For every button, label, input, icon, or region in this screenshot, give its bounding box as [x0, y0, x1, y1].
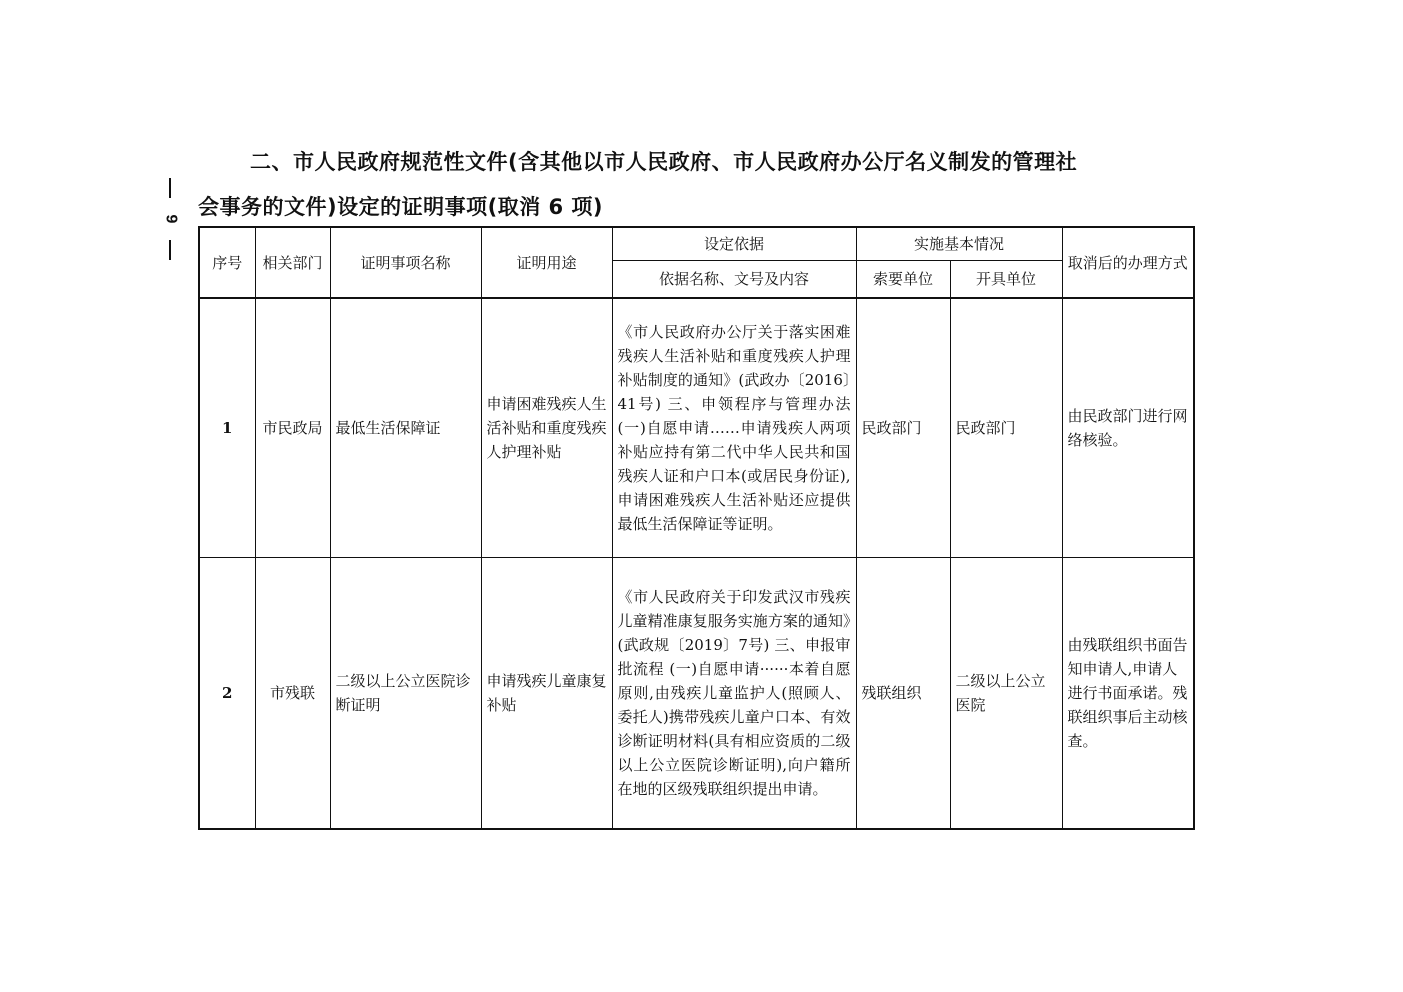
header-item-name: 证明事项名称: [330, 227, 481, 298]
header-issuing-unit: 开具单位: [950, 261, 1062, 299]
cell-basis: 《市人民政府办公厅关于落实困难残疾人生活补贴和重度残疾人护理补贴制度的通知》(武政办〔2016〕41号) 三、申领程序与管理办法 (一)自愿申请……申请残疾人两项补贴应持有第二代中华人民共和国残疾人证和户口本(或居民身份证),申请困难残疾人生活补贴还应提供最低生活保障证等证明。: [612, 298, 856, 558]
page-number-value: 9: [162, 214, 179, 224]
cell-item-name: 最低生活保障证: [330, 298, 481, 558]
header-dept: 相关部门: [255, 227, 330, 298]
cell-after-cancel: 由民政部门进行网络核验。: [1062, 298, 1194, 558]
page-number: [155, 178, 185, 260]
header-seq: 序号: [199, 227, 255, 298]
cell-issuing-unit: 民政部门: [950, 298, 1062, 558]
header-basis-group: 设定依据: [612, 227, 856, 261]
section-heading-line-2: 会事务的文件)设定的证明事项(取消 6 项): [198, 195, 604, 219]
certificate-table: [198, 226, 1195, 830]
page-number-dash-top: [169, 178, 171, 198]
cell-after-cancel: 由残联组织书面告知申请人,申请人进行书面承诺。残联组织事后主动核查。: [1062, 558, 1194, 830]
cell-issuing-unit: 二级以上公立医院: [950, 558, 1062, 830]
cell-requesting-unit: 残联组织: [856, 558, 950, 830]
cell-basis: 《市人民政府关于印发武汉市残疾儿童精准康复服务实施方案的通知》(武政规〔2019〕7号) 三、申报审批流程 (一)自愿申请······本着自愿原则,由残疾儿童监护人(照顾人、委托人)携带残疾儿童户口本、有效诊断证明材料(具有相应资质的二级以上公立医院诊断证明),向户籍所在地的区级残联组织提出申请。: [612, 558, 856, 830]
table-row: [199, 558, 1194, 830]
header-after-cancel: 取消后的办理方式: [1062, 227, 1194, 298]
header-basis-sub: 依据名称、文号及内容: [612, 261, 856, 299]
cell-purpose: 申请困难残疾人生活补贴和重度残疾人护理补贴: [481, 298, 612, 558]
page-number-dash-bottom: [169, 240, 171, 260]
cell-purpose: 申请残疾儿童康复补贴: [481, 558, 612, 830]
table-row: [199, 298, 1194, 558]
cell-dept: 市民政局: [255, 298, 330, 558]
section-heading-line-1: 二、市人民政府规范性文件(含其他以市人民政府、市人民政府办公厅名义制发的管理社: [250, 150, 1078, 174]
cell-requesting-unit: 民政部门: [856, 298, 950, 558]
cell-seq: 2: [199, 558, 255, 830]
cell-seq: 1: [199, 298, 255, 558]
cell-dept: 市残联: [255, 558, 330, 830]
section-heading: [198, 140, 1198, 230]
header-purpose: 证明用途: [481, 227, 612, 298]
header-requesting-unit: 索要单位: [856, 261, 950, 299]
header-impl-group: 实施基本情况: [856, 227, 1062, 261]
cell-item-name: 二级以上公立医院诊断证明: [330, 558, 481, 830]
